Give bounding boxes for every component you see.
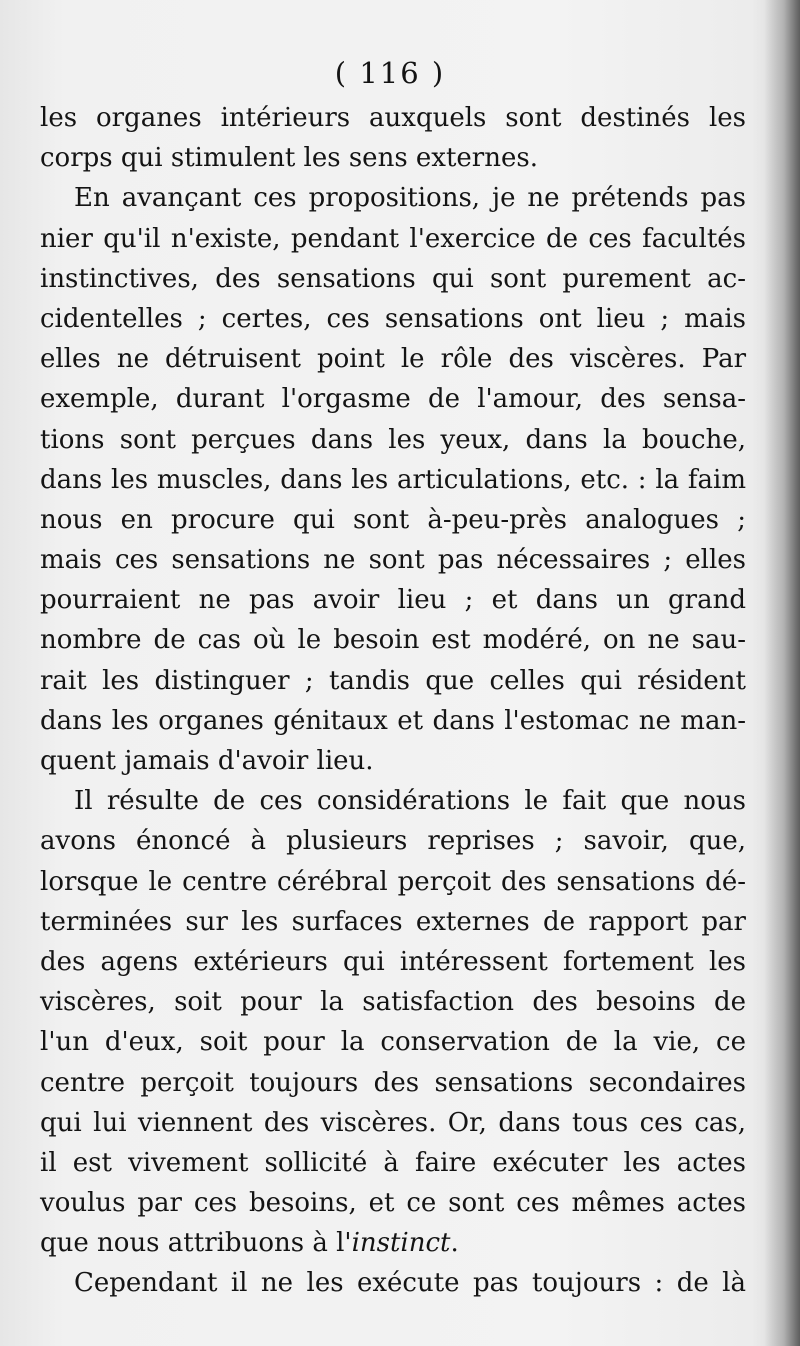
text-line: quent jamais d'avoir lieu. (40, 746, 374, 776)
text-line: elles ne détruisent point le rôle des viscères. Par (40, 344, 746, 375)
paragraph-start-line: Il résulte de ces considérations le fait que nous (74, 786, 746, 817)
text-line: des agens extérieurs qui intéressent fortement les (40, 946, 746, 977)
paragraph-start-line: En avançant ces propositions, je ne prétends pas (74, 183, 746, 214)
text-line: pourraient ne pas avoir lieu ; et dans un grand (40, 585, 746, 616)
text-line: cidentelles ; certes, ces sensations ont lieu ; mais (40, 303, 746, 334)
text-line: dans les muscles, dans les articulations, etc. : la faim (40, 464, 746, 495)
text-line: les organes intérieurs auxquels sont destinés les (40, 103, 746, 133)
text-line: nombre de cas où le besoin est modéré, on ne sau- (40, 625, 746, 656)
text-line: corps qui stimulent les sens externes. (40, 143, 538, 174)
page-edge-shadow (764, 0, 800, 1346)
text-line: viscères, soit pour la satisfaction des besoins de (40, 987, 746, 1018)
text-line: exemple, durant l'orgasme de l'amour, des sensa- (40, 384, 746, 415)
page-number: ( 116 ) (334, 56, 446, 90)
body-text (40, 98, 746, 1304)
text-line: nous en procure qui sont à-peu-près analogues ; (40, 504, 746, 535)
text-line: dans les organes génitaux et dans l'estomac ne man- (40, 705, 746, 736)
text-line: il est vivement sollicité à faire exécuter les actes (40, 1147, 746, 1178)
text-line: mais ces sensations ne sont pas nécessaires ; elles (40, 545, 746, 576)
paragraph-start-line: Cependant il ne les exécute pas toujours : de là (74, 1268, 746, 1299)
text-line-with-italic (40, 1223, 746, 1263)
text-line: l'un d'eux, soit pour la conservation de la vie, ce (40, 1027, 746, 1058)
text-line: voulus par ces besoins, et ce sont ces mêmes actes (40, 1188, 746, 1219)
text-line: lorsque le centre cérébral perçoit des sensations dé- (40, 866, 746, 897)
text-line: qui lui viennent des viscères. Or, dans tous ces cas, (40, 1107, 746, 1138)
text-line: centre perçoit toujours des sensations secondaires (40, 1067, 746, 1098)
italic-term: instinct (351, 1228, 451, 1259)
text-line: avons énoncé à plusieurs reprises ; savoir, que, (40, 826, 746, 857)
text-line: nier qu'il n'existe, pendant l'exercice de ces facultés (40, 223, 746, 254)
text-line: tions sont perçues dans les yeux, dans la bouche, (40, 424, 746, 455)
text-line: rait les distinguer ; tandis que celles qui résident (40, 665, 746, 696)
line-text: que nous attribuons à l' (40, 1228, 352, 1259)
line-text: . (450, 1228, 459, 1259)
text-line: terminées sur les surfaces externes de rapport par (40, 906, 746, 937)
text-line: instinctives, des sensations qui sont purement ac- (40, 263, 746, 294)
